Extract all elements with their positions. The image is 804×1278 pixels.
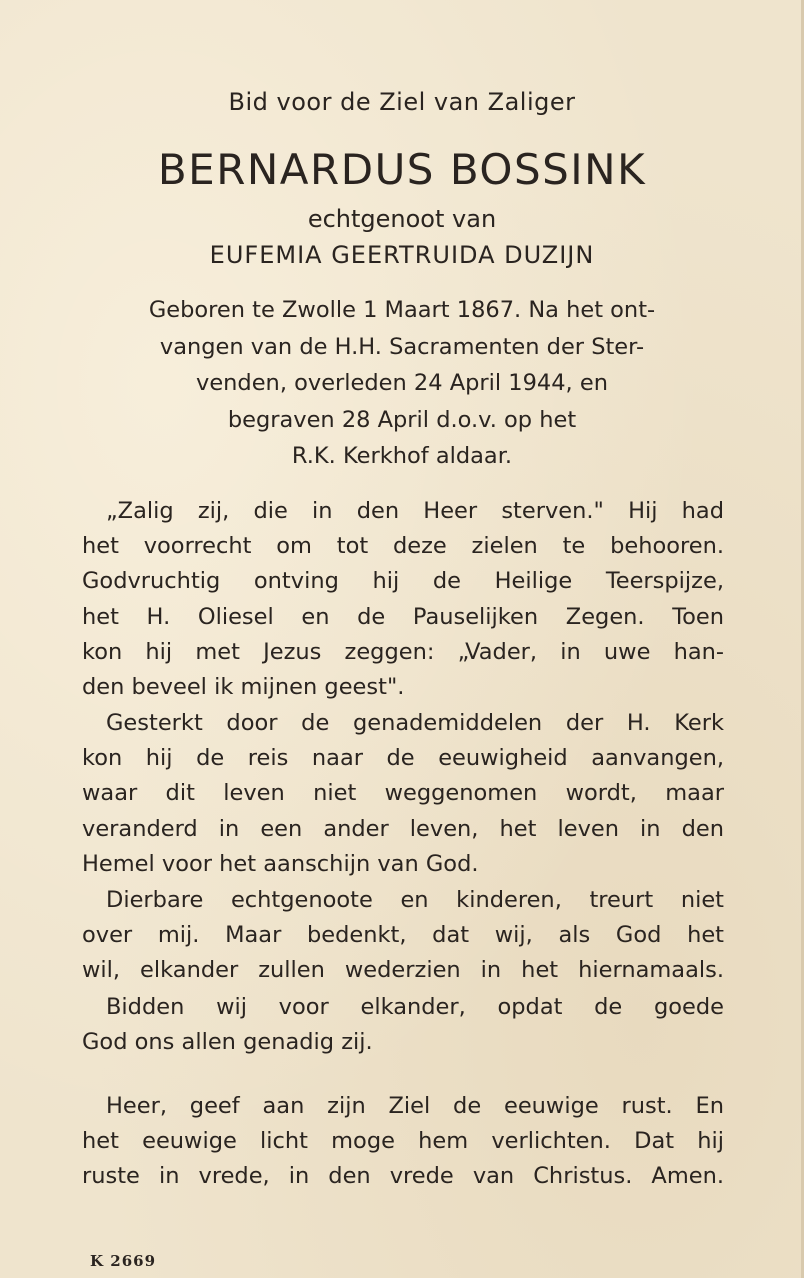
bio-line: vangen van de H.H. Sacramenten der Ster- xyxy=(159,333,645,360)
text-line: wil, elkander zullen wederzien in het hiernamaals. xyxy=(82,957,724,984)
text-line: het H. Oliesel en de Pauselijken Zegen. Toen xyxy=(82,603,724,630)
text-line: kon hij met Jezus zeggen: „Vader, in uwe han- xyxy=(82,638,724,665)
text-line: het voorrecht om tot deze zielen te behooren. xyxy=(82,533,724,560)
deceased-name: BERNARDUS BOSSINK xyxy=(157,145,647,194)
text-line: den beveel ik mijnen geest". xyxy=(82,674,405,701)
spouse-label: echtgenoot van xyxy=(307,205,497,233)
intro-line: Bid voor de Ziel van Zaliger xyxy=(228,88,576,116)
text-line: over mij. Maar bedenkt, dat wij, als God het xyxy=(82,922,724,949)
bio-line: begraven 28 April d.o.v. op het xyxy=(227,406,577,433)
paragraph-strengthened xyxy=(82,706,724,882)
text-line: ruste in vrede, in den vrede van Christus. Amen. xyxy=(82,1163,724,1190)
text-line: „Zalig zij, die in den Heer sterven." Hij had xyxy=(106,498,724,524)
text-line: Bidden wij voor elkander, opdat de goede xyxy=(106,994,724,1020)
bio-line: Geboren te Zwolle 1 Maart 1867. Na het ont- xyxy=(148,297,656,323)
text-line: veranderd in een ander leven, het leven in den xyxy=(82,815,724,842)
text-line: Godvruchtig ontving hij de Heilige Teerspijze, xyxy=(82,568,724,595)
paragraph-scripture xyxy=(82,494,724,705)
paragraph-family xyxy=(82,883,724,989)
paragraph-prayer xyxy=(82,990,724,1060)
spouse-name: EUFEMIA GEERTRUIDA DUZIJN xyxy=(209,241,595,269)
text-line: het eeuwige licht moge hem verlichten. Dat hij xyxy=(82,1128,724,1155)
print-code: K 2669 xyxy=(90,1252,157,1270)
bio-line: R.K. Kerkhof aldaar. xyxy=(291,443,513,469)
text-line: kon hij de reis naar de eeuwigheid aanvangen, xyxy=(82,745,724,772)
bio-line: venden, overleden 24 April 1944, en xyxy=(196,370,608,396)
text-line: Hemel voor het aanschijn van God. xyxy=(82,850,479,877)
text-line: waar dit leven niet weggenomen wordt, maar xyxy=(82,780,724,807)
text-line: Heer, geef aan zijn Ziel de eeuwige rust. En xyxy=(106,1093,724,1119)
text-line: Dierbare echtgenoote en kinderen, treurt niet xyxy=(106,887,724,913)
paragraph-closing-prayer xyxy=(82,1089,724,1195)
text-line: God ons allen genadig zij. xyxy=(82,1029,373,1056)
biography-block xyxy=(60,292,744,475)
text-line: Gesterkt door de genademiddelen der H. Kerk xyxy=(106,710,724,736)
